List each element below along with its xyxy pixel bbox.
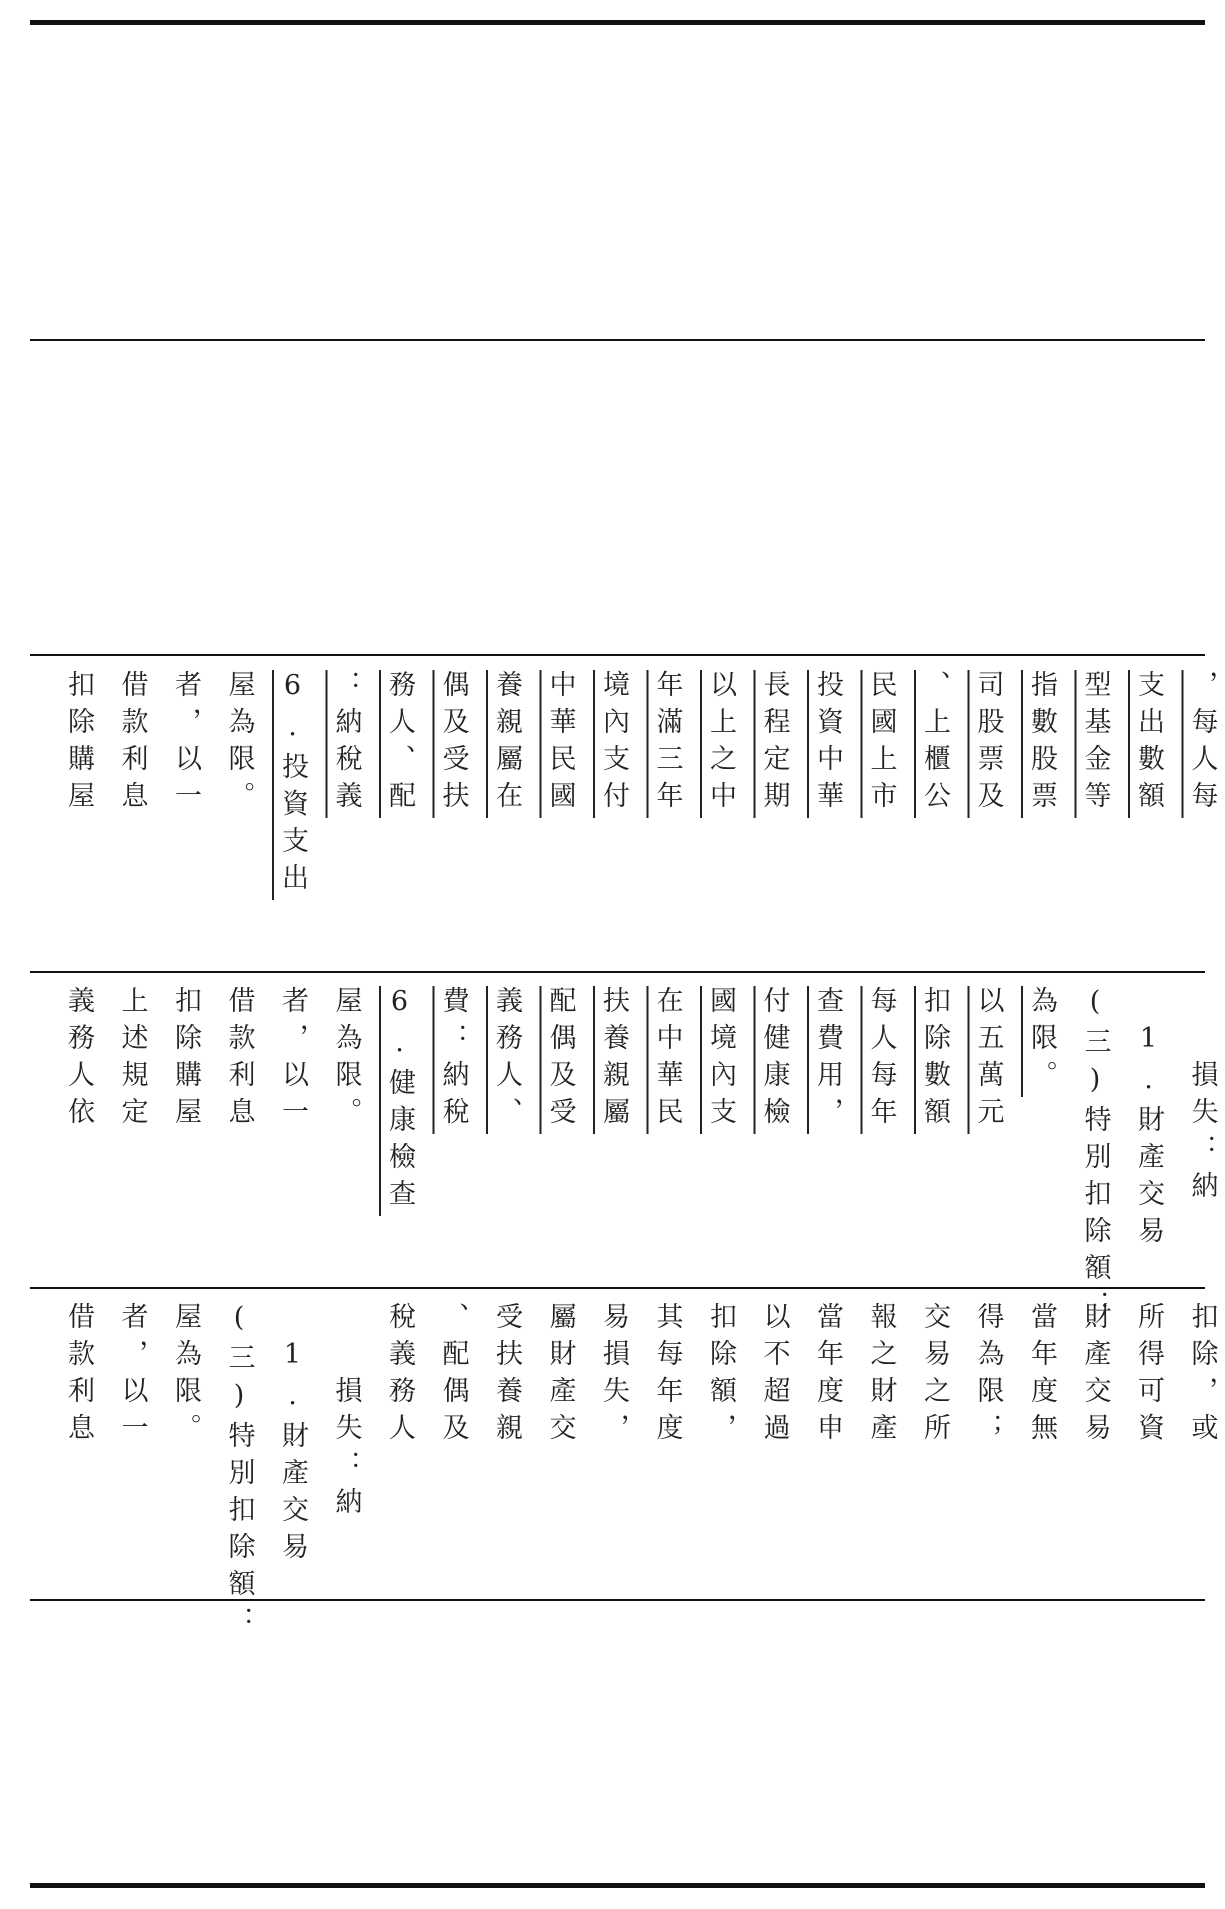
column-text: 損失：納: [330, 1302, 362, 1524]
text-column: [593, 670, 633, 818]
text-column: [272, 986, 312, 1134]
column-text: 報之財產: [865, 1302, 897, 1450]
column-underlined-text: 養親屬在: [491, 670, 522, 818]
column-underlined-text: 境內支付: [598, 670, 629, 818]
text-column: [914, 1302, 954, 1450]
text-column: [326, 986, 366, 1134]
column-underlined-text: 國境內支: [705, 986, 736, 1134]
row-divider-rule: [30, 339, 1205, 341]
row-divider-rule: [30, 654, 1205, 656]
text-column: [433, 670, 473, 818]
text-column: [219, 986, 259, 1134]
column-text: 屋為限。: [330, 986, 362, 1134]
text-column: [540, 986, 580, 1134]
text-column: [1075, 670, 1115, 818]
column-underlined-text: 6.健康檢查: [384, 986, 415, 1216]
text-column: [861, 986, 901, 1134]
text-column: [861, 670, 901, 818]
text-column: [968, 986, 1008, 1134]
text-column: [165, 670, 205, 818]
text-column: [219, 1302, 259, 1643]
column-underlined-text: 費：納稅: [437, 986, 469, 1134]
column-underlined-text: 中華民國: [544, 670, 576, 818]
column-underlined-text: 、上櫃公: [919, 670, 950, 818]
column-text: 當年度無: [1026, 1302, 1057, 1450]
column-text: 所得可資: [1133, 1302, 1164, 1450]
column-text: 交易之所: [919, 1302, 950, 1450]
text-column: [1075, 986, 1115, 1327]
column-underlined-text: 務人、配: [384, 670, 415, 818]
column-underlined-text: 在中華民: [651, 986, 683, 1134]
text-column: [433, 1302, 473, 1450]
column-text: 者，以一: [170, 670, 201, 818]
column-underlined-text: 以上之中: [705, 670, 736, 818]
column-underlined-text: 扶養親屬: [598, 986, 629, 1134]
text-column: [1128, 670, 1168, 818]
text-column: [379, 670, 419, 818]
column-text: 扣除額，: [705, 1302, 736, 1450]
text-column: [1182, 670, 1222, 818]
text-column: [58, 670, 98, 818]
column-underlined-text: 扣除數額: [919, 986, 950, 1134]
column-text: 屋為限。: [170, 1302, 201, 1450]
column-text: 義務人依: [63, 986, 94, 1134]
text-column: [486, 670, 526, 818]
text-column: [1021, 1302, 1061, 1450]
column-text: 上述規定: [116, 986, 148, 1134]
column-underlined-text: 年滿三年: [651, 670, 683, 818]
text-column: [754, 986, 794, 1134]
column-underlined-text: 為限。: [1026, 986, 1057, 1097]
column-underlined-text: 型基金等: [1079, 670, 1111, 818]
text-band-1: [58, 670, 1218, 960]
text-column: [1182, 1302, 1222, 1450]
column-text: 1.財產交易: [1133, 986, 1164, 1253]
column-underlined-text: 投資中華: [812, 670, 843, 818]
column-text: 易損失，: [598, 1302, 629, 1450]
text-column: [165, 986, 205, 1134]
text-column: [112, 986, 152, 1134]
column-underlined-text: 6.投資支出: [277, 670, 308, 900]
column-text: 其每年度: [651, 1302, 683, 1450]
text-column: [593, 986, 633, 1134]
bottom-border-rule: [30, 1883, 1205, 1888]
text-column: [700, 1302, 740, 1450]
text-column: [807, 1302, 847, 1450]
column-text: 當年度申: [812, 1302, 843, 1450]
column-text: 屋為限。: [223, 670, 255, 818]
column-text: (三)特別扣除額：: [1079, 986, 1111, 1327]
column-text: (三)特別扣除額：: [223, 1302, 255, 1643]
row-divider-rule: [30, 971, 1205, 973]
top-border-rule: [30, 20, 1205, 25]
column-underlined-text: 付健康檢: [758, 986, 790, 1134]
text-column: [861, 1302, 901, 1450]
column-underlined-text: 長程定期: [758, 670, 790, 818]
column-text: 損失：納: [1186, 986, 1218, 1208]
text-column: [165, 1302, 205, 1450]
row-divider-rule: [30, 1599, 1205, 1601]
column-text: 稅義務人: [384, 1302, 415, 1450]
text-column: [272, 1302, 312, 1569]
text-column: [326, 1302, 366, 1524]
text-column: [1128, 986, 1168, 1253]
column-underlined-text: 義務人、: [491, 986, 522, 1134]
column-text: 得為限；: [972, 1302, 1004, 1450]
column-underlined-text: 司股票及: [972, 670, 1004, 818]
text-column: [754, 670, 794, 818]
text-column: [486, 986, 526, 1134]
column-text: 借款利息: [116, 670, 148, 818]
text-column: [1182, 986, 1222, 1208]
text-column: [379, 1302, 419, 1450]
text-column: [540, 670, 580, 818]
text-column: [112, 670, 152, 818]
text-column: [433, 986, 473, 1134]
column-underlined-text: 以五萬元: [972, 986, 1004, 1134]
column-text: 扣除，或: [1186, 1302, 1218, 1450]
column-text: 1.財產交易: [277, 1302, 308, 1569]
text-column: [807, 986, 847, 1134]
column-text: 以不超過: [758, 1302, 790, 1450]
text-column: [1075, 1302, 1115, 1450]
text-column: [326, 670, 366, 818]
text-column: [58, 1302, 98, 1450]
column-text: 、配偶及: [437, 1302, 469, 1450]
column-text: 者，以一: [277, 986, 308, 1134]
column-text: 屬財產交: [544, 1302, 576, 1450]
column-text: 扣除購屋: [63, 670, 94, 818]
column-underlined-text: 民國上市: [865, 670, 897, 818]
text-column: [112, 1302, 152, 1450]
column-underlined-text: 每人每年: [865, 986, 897, 1134]
text-column: [647, 1302, 687, 1450]
text-column: [914, 986, 954, 1134]
column-underlined-text: ：納稅義: [330, 670, 362, 818]
text-column: [647, 670, 687, 818]
column-underlined-text: ，每人每: [1186, 670, 1218, 818]
column-underlined-text: 偶及受扶: [437, 670, 469, 818]
column-underlined-text: 指數股票: [1026, 670, 1057, 818]
text-column: [754, 1302, 794, 1450]
text-column: [379, 986, 419, 1216]
text-column: [593, 1302, 633, 1450]
text-column: [540, 1302, 580, 1450]
text-column: [968, 1302, 1008, 1450]
column-underlined-text: 支出數額: [1133, 670, 1164, 818]
column-text: 財產交易: [1079, 1302, 1111, 1450]
text-column: [914, 670, 954, 818]
column-text: 借款利息: [63, 1302, 94, 1450]
text-column: [807, 670, 847, 818]
text-column: [700, 670, 740, 818]
column-text: 受扶養親: [491, 1302, 522, 1450]
row-divider-rule: [30, 1287, 1205, 1289]
column-text: 者，以一: [116, 1302, 148, 1450]
column-underlined-text: 配偶及受: [544, 986, 576, 1134]
text-column: [219, 670, 259, 818]
text-band-3: [58, 1302, 1218, 1643]
column-text: 借款利息: [223, 986, 255, 1134]
text-column: [1128, 1302, 1168, 1450]
column-text: 扣除購屋: [170, 986, 201, 1134]
text-column: [58, 986, 98, 1134]
text-column: [647, 986, 687, 1134]
column-underlined-text: 查費用，: [812, 986, 843, 1134]
text-column: [700, 986, 740, 1134]
text-band-2: [58, 986, 1218, 1327]
text-column: [272, 670, 312, 900]
text-column: [486, 1302, 526, 1450]
text-column: [968, 670, 1008, 818]
text-column: [1021, 670, 1061, 818]
text-column: [1021, 986, 1061, 1097]
